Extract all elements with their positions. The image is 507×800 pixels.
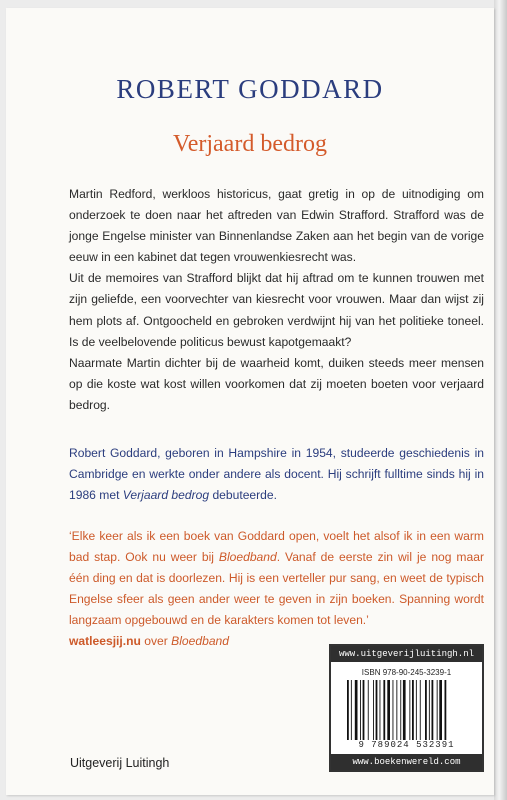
barcode-stripe <box>412 680 414 740</box>
quote-over: over <box>140 634 172 649</box>
blurb-paragraph-1: Martin Redford, werkloos historicus, gaat gretig in op de uitnodiging om onderzoek te doen naar het aftreden van Edwin Strafford. Strafford was de jonge Engelse minister van Binnenlandse Zaken aan het begin van de vorige eeuw in een kabinet dat tegen vrouwenkiesrecht was. <box>69 187 484 265</box>
barcode-stripe <box>380 680 381 740</box>
barcode-stripe <box>400 680 401 740</box>
barcode-stripe <box>351 680 352 740</box>
barcode-stripe <box>429 680 430 740</box>
publisher-website: www.uitgeverijluitingh.nl <box>331 646 482 662</box>
barcode-stripe <box>403 680 406 740</box>
quote-text-2: . Vanaf de eerste zin wil je nog maar één ding en dat is doorlezen. Hij is een verteller pur sang, en weet de typisch Engelse sfeer als geen ander weer te geven in zijn boeken. Spanning wordt langzaam opgebouwd en de karakters komen tot leven.’ <box>69 550 484 628</box>
barcode-stripe <box>425 680 427 740</box>
barcode-stripe <box>355 680 358 740</box>
bio-text: Robert Goddard, geboren in Hampshire in 1954, studeerde geschiedenis in Cambridge en werkte onder andere als docent. Hij schrijft fulltime sinds hij in 1986 met <box>69 446 484 503</box>
publisher-name: Uitgeverij Luitingh <box>70 756 170 770</box>
barcode-graphic <box>347 680 467 740</box>
barcode-stripe <box>396 680 397 740</box>
quote-source-book: Bloedband <box>171 634 230 649</box>
page-edge <box>494 0 507 800</box>
quote-book-title: Bloedband <box>218 550 277 565</box>
barcode-number: 9 789024 532391 <box>358 740 455 750</box>
barcode-stripe <box>383 680 385 740</box>
barcode-stripe <box>373 680 374 740</box>
blurb-text <box>69 184 484 416</box>
book-title: Verjaard bedrog <box>173 131 327 157</box>
quote-source: watleesjij.nu <box>69 634 141 649</box>
blurb-paragraph-2: Uit de memoires van Strafford blijkt dat hij aftrad om te kunnen trouwen met zijn geliefde, een voorvechter van kiesrecht voor vrouwen. Maar dan wijst zij hem plots af. Ontgoocheld en gebroken verdwijnt hij van het politieke toneel. Is de veelbelovende politicus bewust kapotgemaakt? <box>69 271 484 349</box>
blurb-paragraph-3: Naarmate Martin dichter bij de waarheid komt, duiken steeds meer mensen op die koste wat kost willen voorkomen dat zij moeten boeten voor verjaard bedrog. <box>69 355 484 412</box>
quote-text-1: ‘Elke keer als ik een boek van Goddard open, voelt het alsof ik in een warm bad stap. Ook nu weer bij <box>69 529 484 565</box>
review-quote <box>69 526 484 653</box>
barcode-stripe <box>376 680 378 740</box>
barcode-stripe <box>437 680 438 740</box>
barcode-stripe <box>420 680 421 740</box>
bookstore-website: www.boekenwereld.com <box>331 754 482 770</box>
barcode-stripe <box>363 680 365 740</box>
bio-text-end: debuteerde. <box>209 488 277 503</box>
barcode-stripe <box>409 680 410 740</box>
barcode-stripe <box>347 680 349 740</box>
barcode-panel <box>329 644 484 772</box>
barcode-stripe <box>387 680 390 740</box>
author-bio <box>69 443 484 506</box>
barcode-stripe <box>416 680 417 740</box>
barcode-stripe <box>393 680 394 740</box>
barcode-stripe <box>439 680 442 740</box>
author-name: ROBERT GODDARD <box>116 74 384 104</box>
isbn-label: ISBN 978-90-245-3239-1 <box>361 668 452 677</box>
barcode-stripe <box>432 680 434 740</box>
bio-book-title: Verjaard bedrog <box>122 488 210 503</box>
barcode-stripe <box>360 680 361 740</box>
barcode-stripe <box>445 680 447 740</box>
barcode-stripe <box>368 680 369 740</box>
